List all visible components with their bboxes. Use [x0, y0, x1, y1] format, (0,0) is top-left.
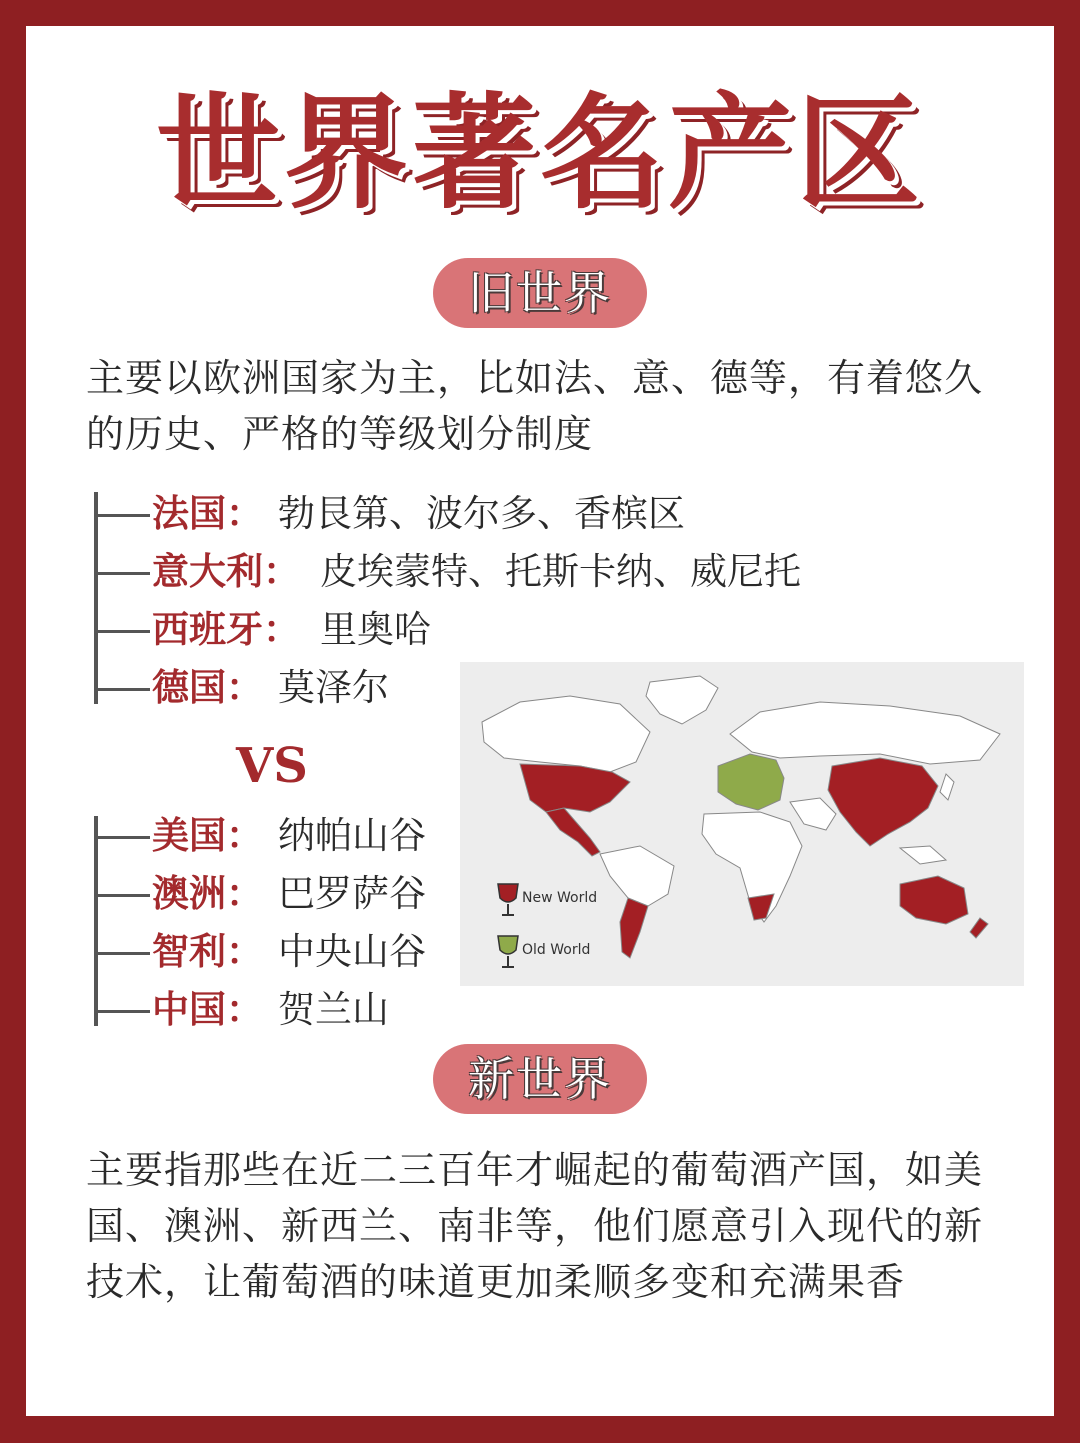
legend-old-world-label: Old World — [522, 942, 591, 958]
tree-branch — [94, 514, 150, 517]
vs-label: VS — [236, 738, 308, 794]
new-world-tree-line — [94, 816, 98, 1026]
tree-branch — [94, 572, 150, 575]
legend-new-world-label: New World — [522, 890, 598, 906]
country-label: 美国： — [152, 814, 263, 857]
region-list: 贺兰山 — [278, 988, 389, 1031]
country-label: 中国： — [152, 988, 263, 1031]
new-world-glass-icon — [498, 884, 518, 915]
new-world-badge: 新世界 — [433, 1044, 647, 1114]
old-world-glass-icon — [498, 936, 518, 967]
poster-card — [26, 26, 1054, 1416]
old-world-tree-line — [94, 492, 98, 704]
tree-branch — [94, 1010, 150, 1013]
region-list: 纳帕山谷 — [278, 814, 426, 857]
region-list: 巴罗萨谷 — [278, 872, 426, 915]
region-list: 中央山谷 — [278, 930, 426, 973]
country-label: 意大利： — [152, 550, 300, 593]
region-list: 皮埃蒙特、托斯卡纳、威尼托 — [320, 550, 801, 593]
region-list: 勃艮第、波尔多、香槟区 — [278, 492, 685, 535]
country-label: 西班牙： — [152, 608, 300, 651]
region-list: 里奥哈 — [320, 608, 431, 651]
tree-branch — [94, 952, 150, 955]
country-label: 澳洲： — [152, 872, 263, 915]
country-label: 法国： — [152, 492, 263, 535]
old-world-badge: 旧世界 — [433, 258, 647, 328]
tree-branch — [94, 836, 150, 839]
country-label: 德国： — [152, 666, 263, 709]
tree-branch — [94, 894, 150, 897]
world-map-graphic — [460, 662, 1024, 986]
page-title: 世界著名产区 — [155, 81, 924, 226]
country-label: 智利： — [152, 930, 263, 973]
region-list: 莫泽尔 — [278, 666, 389, 709]
world-wine-map — [460, 662, 1024, 986]
new-world-description: 主要指那些在近二三百年才崛起的葡萄酒产国，如美国、澳洲、新西兰、南非等，他们愿意引入现代的新技术，让葡萄酒的味道更加柔顺多变和充满果香 — [86, 1148, 984, 1304]
old-world-description: 主要以欧洲国家为主，比如法、意、德等，有着悠久的历史、严格的等级划分制度 — [86, 356, 984, 456]
tree-branch — [94, 688, 150, 691]
tree-branch — [94, 630, 150, 633]
